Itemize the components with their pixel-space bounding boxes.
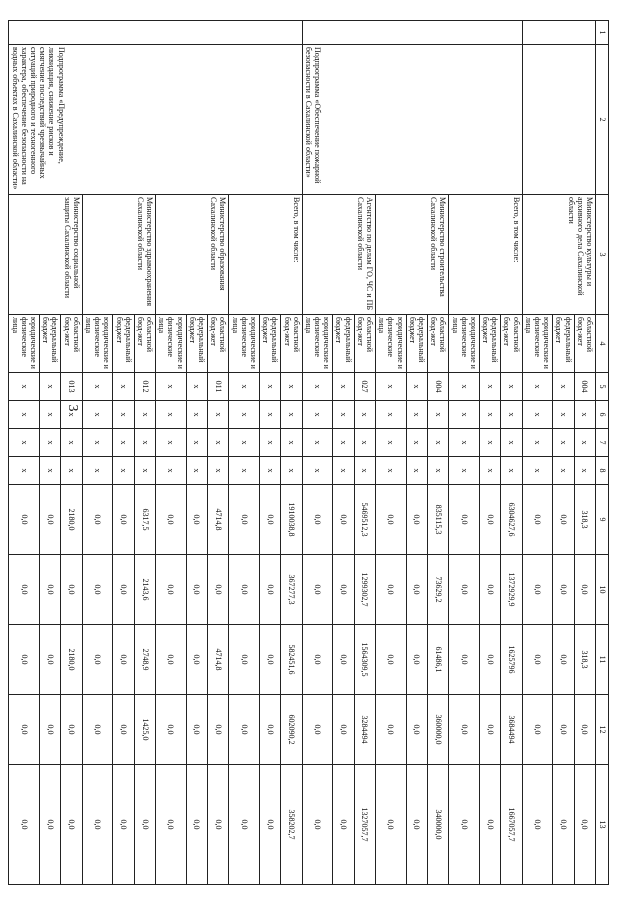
value-cell: x <box>302 429 333 457</box>
col-header: 9 <box>596 485 609 555</box>
value-cell: 318,3 <box>574 485 595 555</box>
value-cell: 012 <box>134 373 155 401</box>
executor-cell: Министерство здравоохранения Сахалинской области <box>82 195 155 315</box>
value-cell: 0,0 <box>186 485 207 555</box>
value-cell: x <box>9 401 40 429</box>
value-cell: 0,0 <box>113 555 134 625</box>
value-cell: 0,0 <box>82 485 113 555</box>
col-header: 1 <box>596 21 609 45</box>
value-cell: 0,0 <box>449 765 480 885</box>
value-cell: x <box>281 457 302 485</box>
value-cell: x <box>82 401 113 429</box>
value-cell: 0,0 <box>186 765 207 885</box>
value-cell: x <box>40 429 61 457</box>
value-cell: x <box>522 457 553 485</box>
value-cell: x <box>479 401 500 429</box>
col-header: 8 <box>596 457 609 485</box>
value-cell: 3284494 <box>354 695 375 765</box>
executor-cell: Агентство по делам ГО, ЧС и ПБ Сахалинской области <box>302 195 375 315</box>
value-cell: 0,0 <box>156 555 187 625</box>
value-cell: 0,0 <box>553 555 574 625</box>
value-cell: x <box>501 373 522 401</box>
value-cell: 027 <box>354 373 375 401</box>
value-cell: 1425,0 <box>134 695 155 765</box>
value-cell: 0,0 <box>553 765 574 885</box>
value-cell: 0,0 <box>479 485 500 555</box>
value-cell: 0,0 <box>553 625 574 695</box>
value-cell: x <box>574 457 595 485</box>
value-cell: 602090,2 <box>281 695 302 765</box>
value-cell: 340000,0 <box>428 765 449 885</box>
value-cell: 0,0 <box>82 765 113 885</box>
value-cell: 004 <box>574 373 595 401</box>
value-cell: x <box>208 401 229 429</box>
value-cell: 0,0 <box>302 695 333 765</box>
value-cell: x <box>229 373 260 401</box>
row-group-number <box>9 21 302 45</box>
value-cell: 0,0 <box>113 625 134 695</box>
value-cell: 1372929,9 <box>501 555 522 625</box>
funding-source-cell: юридические и физические лица <box>156 315 187 373</box>
value-cell: x <box>113 373 134 401</box>
value-cell: 2748,9 <box>134 625 155 695</box>
value-cell: x <box>449 401 480 429</box>
subprogram-cell: Подпрограмма «Обеспечение пожарной безопасности в Сахалинской области» <box>302 45 522 195</box>
value-cell: 011 <box>208 373 229 401</box>
value-cell: 0,0 <box>406 555 427 625</box>
value-cell: 0,0 <box>40 765 61 885</box>
executor-cell: Всего, в том числе: <box>449 195 522 315</box>
value-cell: 0,0 <box>113 695 134 765</box>
value-cell: 004 <box>428 373 449 401</box>
value-cell: 0,0 <box>449 485 480 555</box>
value-cell: 0,0 <box>333 765 354 885</box>
rotated-table-wrapper <box>10 20 609 884</box>
value-cell: x <box>229 401 260 429</box>
value-cell: x <box>186 401 207 429</box>
funding-source-cell: юридические и физические лица <box>82 315 113 373</box>
value-cell: x <box>376 429 407 457</box>
value-cell: x <box>574 429 595 457</box>
value-cell: x <box>9 457 40 485</box>
value-cell: 0,0 <box>260 485 281 555</box>
value-cell: 0,0 <box>229 555 260 625</box>
value-cell: 0,0 <box>479 625 500 695</box>
value-cell: 0,0 <box>9 485 40 555</box>
value-cell: 1910038,8 <box>281 485 302 555</box>
value-cell: x <box>376 401 407 429</box>
value-cell: 0,0 <box>40 695 61 765</box>
col-header: 11 <box>596 625 609 695</box>
value-cell: x <box>134 457 155 485</box>
value-cell: 1299302,7 <box>354 555 375 625</box>
value-cell: 0,0 <box>333 485 354 555</box>
value-cell: x <box>354 429 375 457</box>
funding-source-cell: областной бюд-жет <box>354 315 375 373</box>
col-header: 4 <box>596 315 609 373</box>
value-cell: x <box>208 429 229 457</box>
table-row <box>281 21 302 885</box>
value-cell: x <box>82 373 113 401</box>
header-row <box>596 21 609 885</box>
value-cell: 0,0 <box>522 485 553 555</box>
value-cell: x <box>449 373 480 401</box>
value-cell: x <box>260 457 281 485</box>
value-cell: x <box>302 457 333 485</box>
value-cell: 0,0 <box>260 695 281 765</box>
page-number: 3 <box>65 404 80 412</box>
value-cell: 0,0 <box>449 555 480 625</box>
row-group-number <box>302 21 522 45</box>
value-cell: 0,0 <box>186 695 207 765</box>
value-cell: 360000,0 <box>428 695 449 765</box>
value-cell: 0,0 <box>229 625 260 695</box>
funding-source-cell: юридические и физические лица <box>376 315 407 373</box>
value-cell: 0,0 <box>574 765 595 885</box>
value-cell: x <box>479 429 500 457</box>
value-cell: 0,0 <box>406 485 427 555</box>
value-cell: 582451,6 <box>281 625 302 695</box>
value-cell: 0,0 <box>553 485 574 555</box>
value-cell: 0,0 <box>302 555 333 625</box>
funding-source-cell: юридические и физические лица <box>522 315 553 373</box>
value-cell: 6304627,6 <box>501 485 522 555</box>
value-cell: x <box>156 401 187 429</box>
funding-source-cell: областной бюд-жет <box>281 315 302 373</box>
value-cell: 0,0 <box>260 555 281 625</box>
value-cell: x <box>82 457 113 485</box>
value-cell: 3684494 <box>501 695 522 765</box>
value-cell: x <box>156 429 187 457</box>
value-cell: 0,0 <box>333 555 354 625</box>
value-cell: x <box>376 457 407 485</box>
funding-source-cell: федеральный бюджет <box>553 315 574 373</box>
value-cell: 0,0 <box>113 485 134 555</box>
value-cell: x <box>229 429 260 457</box>
col-header: 10 <box>596 555 609 625</box>
value-cell: 0,0 <box>208 695 229 765</box>
value-cell: 0,0 <box>406 695 427 765</box>
value-cell: 0,0 <box>156 695 187 765</box>
value-cell: x <box>406 457 427 485</box>
value-cell: x <box>9 373 40 401</box>
value-cell: 0,0 <box>61 695 82 765</box>
value-cell: x <box>61 429 82 457</box>
value-cell: x <box>522 373 553 401</box>
col-header: 12 <box>596 695 609 765</box>
value-cell: 0,0 <box>40 555 61 625</box>
value-cell: 013 <box>61 373 82 401</box>
value-cell: 0,0 <box>208 765 229 885</box>
value-cell: 1625796 <box>501 625 522 695</box>
funding-source-cell: юридические и физические лица <box>9 315 40 373</box>
value-cell: x <box>553 373 574 401</box>
value-cell: 0,0 <box>9 695 40 765</box>
value-cell: 0,0 <box>82 695 113 765</box>
value-cell: x <box>61 401 82 429</box>
col-header: 3 <box>596 195 609 315</box>
value-cell: x <box>354 401 375 429</box>
value-cell: 4714,8 <box>208 485 229 555</box>
value-cell: 0,0 <box>376 765 407 885</box>
table-row <box>501 21 522 885</box>
value-cell: 5469512,3 <box>354 485 375 555</box>
value-cell: x <box>113 457 134 485</box>
value-cell: 0,0 <box>302 625 333 695</box>
executor-cell: Министерство культуры и архивного дела Сахалинской области <box>522 195 595 315</box>
value-cell: 0,0 <box>302 485 333 555</box>
executor-cell: Министерство образования Сахалинской области <box>156 195 229 315</box>
funding-source-cell: федеральный бюджет <box>333 315 354 373</box>
value-cell: x <box>333 457 354 485</box>
value-cell: 0,0 <box>376 625 407 695</box>
value-cell: x <box>333 401 354 429</box>
value-cell: x <box>40 401 61 429</box>
value-cell: 2143,6 <box>134 555 155 625</box>
value-cell: 2180,0 <box>61 625 82 695</box>
value-cell: 0,0 <box>479 555 500 625</box>
value-cell: x <box>522 429 553 457</box>
value-cell: 0,0 <box>574 555 595 625</box>
value-cell: x <box>522 401 553 429</box>
value-cell: 0,0 <box>522 625 553 695</box>
value-cell: x <box>260 429 281 457</box>
value-cell: 367277,3 <box>281 555 302 625</box>
value-cell: 0,0 <box>61 765 82 885</box>
col-header: 6 <box>596 401 609 429</box>
value-cell: 1564309,5 <box>354 625 375 695</box>
value-cell: 0,0 <box>260 765 281 885</box>
value-cell: x <box>553 401 574 429</box>
value-cell: 0,0 <box>186 625 207 695</box>
funding-source-cell: федеральный бюджет <box>406 315 427 373</box>
value-cell: x <box>574 401 595 429</box>
value-cell: x <box>406 401 427 429</box>
value-cell: 0,0 <box>82 555 113 625</box>
value-cell: 0,0 <box>156 485 187 555</box>
budget-table <box>9 20 610 885</box>
value-cell: x <box>208 457 229 485</box>
value-cell: 358202,7 <box>281 765 302 885</box>
value-cell: 4714,8 <box>208 625 229 695</box>
value-cell: 0,0 <box>406 625 427 695</box>
funding-source-cell: федеральный бюджет <box>260 315 281 373</box>
value-cell: 0,0 <box>333 695 354 765</box>
funding-source-cell: федеральный бюджет <box>113 315 134 373</box>
value-cell: 6317,5 <box>134 485 155 555</box>
value-cell: x <box>553 429 574 457</box>
value-cell: x <box>376 373 407 401</box>
value-cell: 0,0 <box>376 695 407 765</box>
value-cell: x <box>428 401 449 429</box>
value-cell: 835115,3 <box>428 485 449 555</box>
value-cell: x <box>134 401 155 429</box>
value-cell: 0,0 <box>302 765 333 885</box>
value-cell: 0,0 <box>479 695 500 765</box>
funding-source-cell: областной бюд-жет <box>134 315 155 373</box>
value-cell: 0,0 <box>376 555 407 625</box>
value-cell: 0,0 <box>229 485 260 555</box>
value-cell: x <box>479 373 500 401</box>
value-cell: 0,0 <box>61 555 82 625</box>
funding-source-cell: областной бюд-жет <box>61 315 82 373</box>
value-cell: x <box>333 373 354 401</box>
value-cell: x <box>82 429 113 457</box>
value-cell: 0,0 <box>40 485 61 555</box>
table-row <box>574 21 595 885</box>
funding-source-cell: федеральный бюджет <box>479 315 500 373</box>
funding-source-cell: юридические и физические лица <box>449 315 480 373</box>
value-cell: 318,3 <box>574 625 595 695</box>
value-cell: 0,0 <box>156 765 187 885</box>
value-cell: x <box>186 457 207 485</box>
funding-source-cell: областной бюд-жет <box>208 315 229 373</box>
row-group-number <box>522 21 595 45</box>
value-cell: x <box>281 401 302 429</box>
value-cell: 0,0 <box>208 555 229 625</box>
value-cell: 0,0 <box>449 625 480 695</box>
value-cell: 0,0 <box>229 695 260 765</box>
value-cell: x <box>260 401 281 429</box>
value-cell: x <box>281 429 302 457</box>
funding-source-cell: федеральный бюджет <box>186 315 207 373</box>
funding-source-cell: областной бюд-жет <box>501 315 522 373</box>
value-cell: 0,0 <box>333 625 354 695</box>
value-cell: 0,0 <box>406 765 427 885</box>
value-cell: 2180,0 <box>61 485 82 555</box>
funding-source-cell: областной бюд-жет <box>574 315 595 373</box>
value-cell: 1667057,7 <box>501 765 522 885</box>
col-header: 5 <box>596 373 609 401</box>
value-cell: 0,0 <box>522 695 553 765</box>
value-cell: x <box>134 429 155 457</box>
value-cell: x <box>406 373 427 401</box>
subprogram-cell <box>522 45 595 195</box>
value-cell: 0,0 <box>9 765 40 885</box>
col-header: 7 <box>596 429 609 457</box>
value-cell: x <box>156 373 187 401</box>
value-cell: 0,0 <box>113 765 134 885</box>
value-cell: x <box>501 401 522 429</box>
executor-cell: Министерство социальной защиты Сахалинской области <box>9 195 82 315</box>
value-cell: 0,0 <box>40 625 61 695</box>
value-cell: 1327057,7 <box>354 765 375 885</box>
value-cell: x <box>553 457 574 485</box>
value-cell: x <box>61 457 82 485</box>
value-cell: x <box>260 373 281 401</box>
value-cell: 0,0 <box>134 765 155 885</box>
value-cell: x <box>186 373 207 401</box>
funding-source-cell: областной бюд-жет <box>428 315 449 373</box>
value-cell: x <box>229 457 260 485</box>
subprogram-cell: Подпрограмма «Предупреждение, ликвидация, снижение рисков и смягчение последствий чрезвычайных ситуаций природного и техногенного характера, обеспечение безопасности на водных объектах в Сахалинской области» <box>9 45 302 195</box>
value-cell: x <box>354 457 375 485</box>
value-cell: x <box>186 429 207 457</box>
value-cell: x <box>501 457 522 485</box>
executor-cell: Министерство строительства Сахалинской области <box>376 195 449 315</box>
value-cell: x <box>40 373 61 401</box>
value-cell: x <box>428 457 449 485</box>
value-cell: x <box>479 457 500 485</box>
value-cell: 0,0 <box>9 555 40 625</box>
value-cell: x <box>281 373 302 401</box>
value-cell: 61486,1 <box>428 625 449 695</box>
value-cell: x <box>449 429 480 457</box>
value-cell: x <box>9 429 40 457</box>
value-cell: x <box>428 429 449 457</box>
executor-cell: Всего, в том числе: <box>229 195 302 315</box>
col-header: 13 <box>596 765 609 885</box>
value-cell: 0,0 <box>82 625 113 695</box>
value-cell: 0,0 <box>522 765 553 885</box>
value-cell: 0,0 <box>156 625 187 695</box>
value-cell: x <box>40 457 61 485</box>
value-cell: x <box>333 429 354 457</box>
value-cell: 73629,2 <box>428 555 449 625</box>
value-cell: 0,0 <box>553 695 574 765</box>
value-cell: 0,0 <box>376 485 407 555</box>
funding-source-cell: юридические и физические лица <box>229 315 260 373</box>
value-cell: x <box>406 429 427 457</box>
value-cell: 0,0 <box>9 625 40 695</box>
value-cell: 0,0 <box>522 555 553 625</box>
funding-source-cell: юридические и физические лица <box>302 315 333 373</box>
value-cell: x <box>501 429 522 457</box>
funding-source-cell: федеральный бюджет <box>40 315 61 373</box>
value-cell: 0,0 <box>479 765 500 885</box>
value-cell: x <box>156 457 187 485</box>
value-cell: 0,0 <box>574 695 595 765</box>
value-cell: 0,0 <box>186 555 207 625</box>
value-cell: x <box>113 429 134 457</box>
value-cell: 0,0 <box>229 765 260 885</box>
col-header: 2 <box>596 45 609 195</box>
value-cell: x <box>302 373 333 401</box>
value-cell: x <box>302 401 333 429</box>
value-cell: x <box>449 457 480 485</box>
value-cell: 0,0 <box>260 625 281 695</box>
value-cell: 0,0 <box>449 695 480 765</box>
value-cell: x <box>113 401 134 429</box>
